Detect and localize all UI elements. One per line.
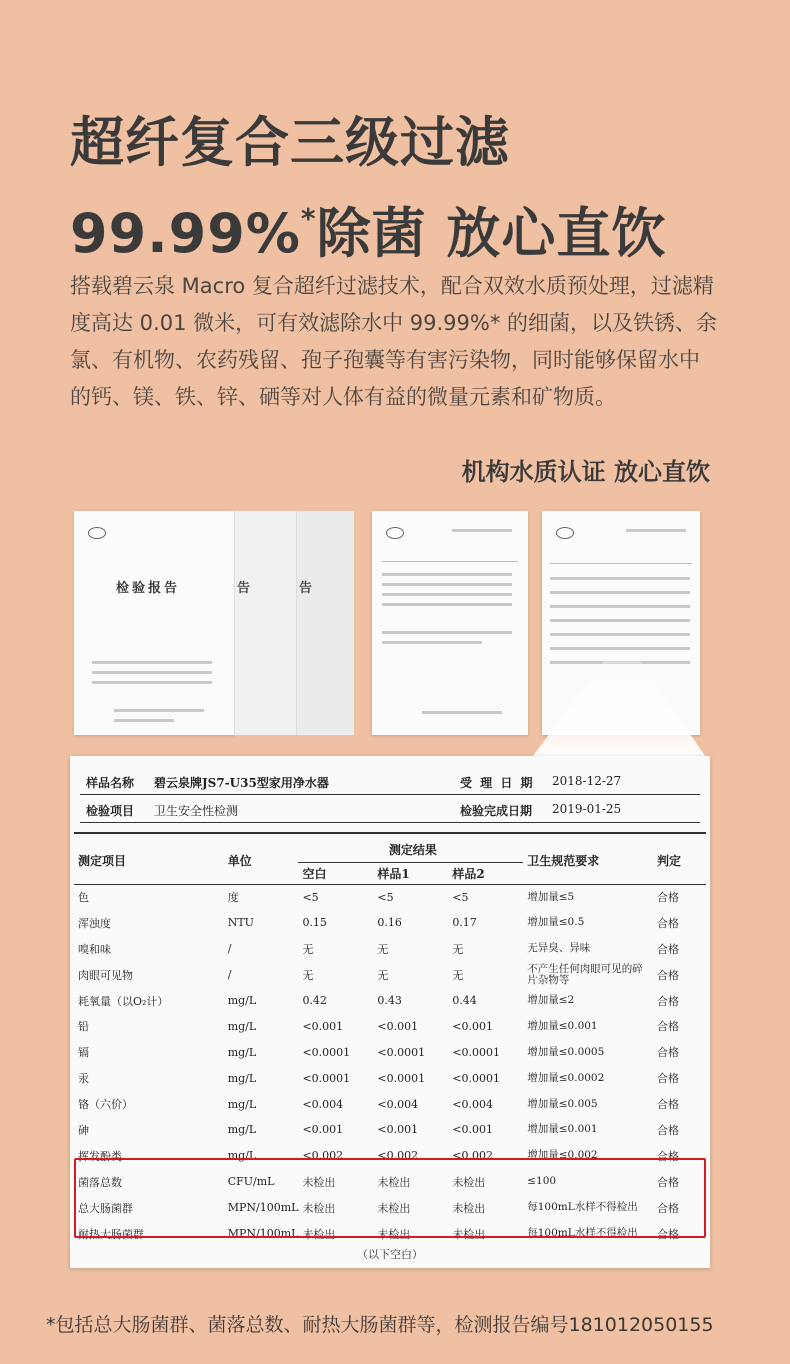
cell-s2: 无 (452, 968, 464, 982)
cert-title: 机构水质认证 放心直饮 (461, 458, 710, 486)
table-row (74, 1039, 706, 1065)
cell-s1: <0.004 (377, 1097, 419, 1111)
cell-unit: mg/L (227, 1097, 257, 1111)
cell-std: 每100mL水样不得检出 (527, 1201, 638, 1214)
table-row (74, 910, 706, 936)
cell-std: 不产生任何肉眼可见的碎片杂物等 (527, 962, 643, 986)
cell-s1: 无 (377, 942, 389, 956)
test-item-value: 卫生安全性检测 (154, 804, 239, 818)
report-cover-title: 检验报告 (116, 581, 181, 596)
cell-std: 增加量≤0.001 (527, 1123, 598, 1136)
table-row (74, 1013, 706, 1039)
cell-item: 浑浊度 (78, 916, 111, 930)
cell-unit: mg/L (227, 1019, 257, 1033)
cell-unit: / (227, 942, 232, 956)
cell-s2: <0.0001 (452, 1045, 501, 1059)
cell-verdict: 合格 (657, 891, 680, 905)
cell-blank: 0.15 (302, 916, 327, 930)
cell-unit: mg/L (227, 1045, 257, 1059)
header-blank: 空白 (302, 866, 327, 881)
cell-verdict: 合格 (657, 1098, 680, 1112)
table-row (74, 988, 706, 1014)
cell-s1: <0.002 (377, 1149, 419, 1163)
cell-blank: <0.0001 (302, 1045, 351, 1059)
cell-unit: / (227, 968, 232, 982)
headline-line1: 超纤复合三级过滤 (70, 111, 510, 174)
cell-s1: <5 (377, 890, 394, 904)
cell-s2: <0.004 (452, 1097, 494, 1111)
cell-s1: <0.001 (377, 1123, 419, 1137)
cell-verdict: 合格 (657, 1201, 680, 1215)
cell-item: 铬（六价） (78, 1098, 133, 1112)
footnote: *包括总大肠菌群、菌落总数、耐热大肠菌群等，检测报告编号181012050155 (46, 1314, 714, 1336)
header-unit: 单位 (227, 854, 252, 869)
headline-star: * (300, 202, 317, 235)
cell-unit: mg/L (227, 1123, 257, 1137)
cell-s2: 0.44 (452, 994, 477, 1007)
cell-unit: mg/L (227, 1071, 257, 1085)
cell-verdict: 合格 (657, 1149, 680, 1163)
cell-s1: <0.0001 (377, 1071, 426, 1085)
table-row (74, 1117, 706, 1143)
cell-unit: MPN/100mL (227, 1227, 299, 1241)
cell-blank: 未检出 (302, 1175, 336, 1189)
received-date-value: 2018-12-27 (552, 774, 622, 788)
cell-verdict: 合格 (657, 942, 680, 956)
table-row (74, 1065, 706, 1091)
cell-unit: mg/L (227, 1149, 257, 1163)
cell-blank: <0.001 (302, 1019, 344, 1033)
cell-unit: NTU (227, 916, 254, 930)
cell-s1: 0.43 (377, 994, 402, 1007)
stack-char: 告 (299, 581, 313, 596)
cell-blank: 0.42 (302, 994, 327, 1007)
table-row (74, 936, 706, 962)
cell-blank: <0.001 (302, 1123, 344, 1137)
cell-verdict: 合格 (657, 1227, 680, 1241)
cell-verdict: 合格 (657, 994, 680, 1008)
header-standard: 卫生规范要求 (527, 854, 600, 869)
cell-std: 每100mL水样不得检出 (527, 1227, 638, 1240)
cell-std: 增加量≤0.5 (527, 916, 585, 929)
cell-item: 菌落总数 (78, 1175, 122, 1189)
cell-s2: <0.002 (452, 1149, 494, 1163)
cell-s2: 未检出 (452, 1175, 486, 1189)
cell-item: 肉眼可见物 (78, 968, 133, 982)
cell-item: 耐热大肠菌群 (78, 1227, 144, 1241)
cell-s1: 无 (377, 968, 389, 982)
cell-blank: 无 (302, 968, 314, 982)
cell-unit: CFU/mL (227, 1175, 275, 1189)
cell-std: 无异臭、异味 (527, 942, 591, 955)
cell-item: 镉 (78, 1046, 89, 1060)
cell-item: 色 (78, 891, 89, 905)
cell-item: 总大肠菌群 (78, 1201, 133, 1215)
cell-s2: <0.001 (452, 1123, 494, 1137)
cell-s2: 未检出 (452, 1201, 486, 1215)
description: 搭载碧云泉 Macro 复合超纤过滤技术，配合双效水质预处理，过滤精度高达 0.01 微米，可有效滤除水中 99.99%* 的细菌，以及铁锈、余氯、有机物、农药残留、孢子孢囊等有害污染物，同时能够保留水中的钙、镁、铁、锌、硒等对人体有益的微量元素和矿物质。 (70, 274, 718, 409)
divider (80, 822, 700, 823)
cell-std: 增加量≤0.0002 (527, 1071, 605, 1084)
cell-s2: 无 (452, 942, 464, 956)
cell-std: 增加量≤2 (527, 994, 575, 1006)
cell-blank: 未检出 (302, 1227, 336, 1241)
cell-s1: 未检出 (377, 1227, 411, 1241)
cell-s1: <0.0001 (377, 1045, 426, 1059)
headline-percent: 99.99% (70, 202, 301, 265)
cell-std: 增加量≤0.001 (527, 1019, 598, 1032)
sample-name-value: 碧云泉牌JS7-U35型家用净水器 (154, 776, 329, 790)
cell-std: 增加量≤0.002 (527, 1149, 598, 1162)
cell-blank: <0.002 (302, 1149, 344, 1163)
cell-verdict: 合格 (657, 1072, 680, 1086)
cell-verdict: 合格 (657, 1123, 680, 1137)
cell-s1: 未检出 (377, 1201, 411, 1215)
cell-item: 砷 (78, 1123, 89, 1137)
cell-s2: <5 (452, 890, 469, 904)
cell-blank: <0.004 (302, 1097, 344, 1111)
cell-std: 增加量≤0.0005 (527, 1045, 605, 1058)
cell-verdict: 合格 (657, 916, 680, 930)
header-sample1: 样品1 (377, 866, 410, 881)
below-blank-note: （以下空白） (357, 1248, 423, 1261)
headline-suffix: 除菌 放心直饮 (316, 202, 667, 265)
header-result: 测定结果 (298, 838, 523, 862)
table-row (74, 962, 706, 988)
cell-s1: 未检出 (377, 1175, 411, 1189)
cell-blank: 未检出 (302, 1201, 336, 1215)
completed-date-label: 检验完成日期 (460, 804, 533, 818)
table-row (74, 884, 706, 910)
cell-blank: <0.0001 (302, 1071, 351, 1085)
divider (80, 794, 700, 795)
cell-verdict: 合格 (657, 1020, 680, 1034)
cell-s2: <0.0001 (452, 1071, 501, 1085)
cell-item: 嗅和味 (78, 942, 111, 956)
cell-verdict: 合格 (657, 1046, 680, 1060)
received-date-label: 受 理 日 期 (460, 776, 535, 790)
test-item-label: 检验项目 (86, 804, 135, 818)
cell-s1: <0.001 (377, 1019, 419, 1033)
cell-item: 汞 (78, 1072, 89, 1086)
cell-s1: 0.16 (377, 916, 402, 930)
cell-unit: mg/L (227, 994, 257, 1007)
table-row (74, 1091, 706, 1117)
header-sample2: 样品2 (452, 866, 485, 881)
stack-char: 告 (237, 581, 251, 596)
bacteria-highlight-box (74, 1158, 706, 1238)
cell-blank: <5 (302, 890, 319, 904)
sample-name-label: 样品名称 (86, 776, 135, 790)
header-item: 测定项目 (78, 854, 127, 869)
cell-std: ≤100 (527, 1175, 557, 1188)
cell-s2: 0.17 (452, 916, 477, 930)
cell-blank: 无 (302, 942, 314, 956)
cell-verdict: 合格 (657, 1175, 680, 1189)
cell-std: 增加量≤0.005 (527, 1097, 598, 1110)
completed-date-value: 2019-01-25 (552, 802, 622, 816)
cell-unit: MPN/100mL (227, 1201, 299, 1215)
cell-s2: 未检出 (452, 1227, 486, 1241)
cell-std: 增加量≤5 (527, 890, 575, 903)
cell-verdict: 合格 (657, 968, 680, 982)
cell-item: 铅 (78, 1020, 89, 1034)
header-verdict: 判定 (657, 854, 682, 869)
cell-s2: <0.001 (452, 1019, 494, 1033)
cell-unit: 度 (227, 891, 239, 905)
table-top-border (74, 832, 706, 834)
cell-item: 耗氧量（以O₂计） (78, 994, 169, 1008)
cell-item: 挥发酚类 (78, 1149, 122, 1163)
